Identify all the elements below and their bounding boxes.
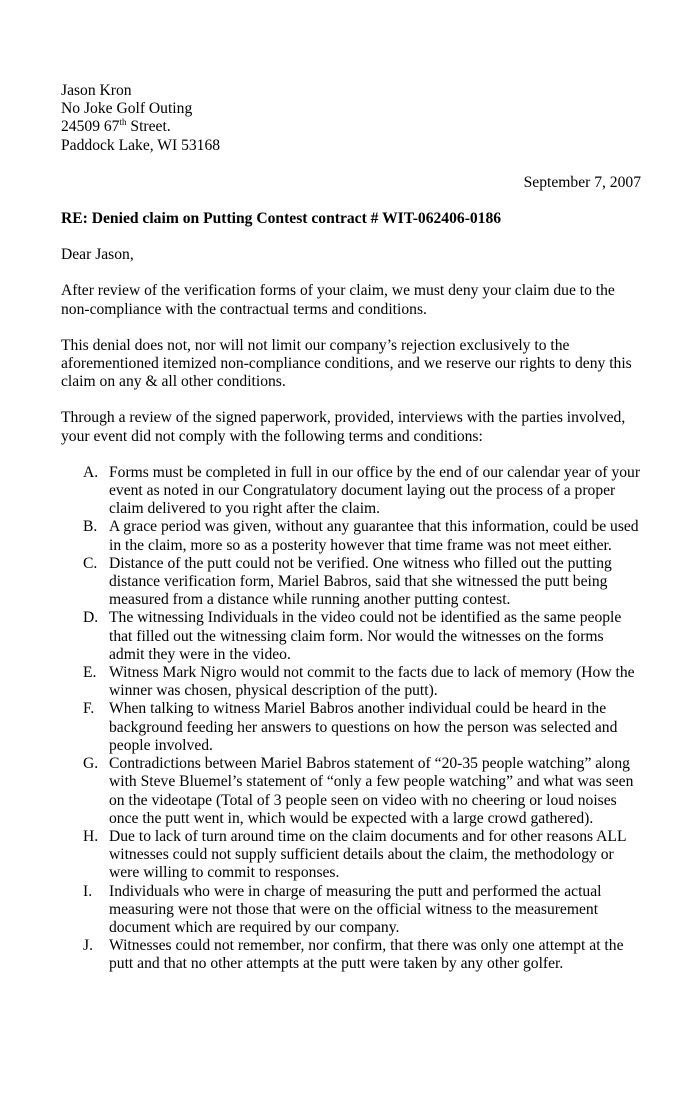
street-rest: Street. <box>126 118 171 136</box>
street-number: 24509 67 <box>61 118 120 136</box>
salutation: Dear Jason, <box>61 246 134 264</box>
condition-text: When talking to witness Mariel Babros another individual could be heard in the background feeding her answers to questions on how the person was selected and people involved. <box>109 700 618 754</box>
condition-letter: B. <box>83 518 98 536</box>
condition-letter: J. <box>83 937 93 955</box>
condition-item <box>61 828 641 883</box>
paragraph-denial: This denial does not, nor will not limit our company’s rejection exclusively to the aforementioned itemized non-compliance conditions, and we reserve our rights to deny this claim on any & all other conditions. <box>61 336 632 391</box>
condition-item <box>61 664 641 700</box>
letter-page <box>61 82 641 974</box>
condition-text: Individuals who were in charge of measuring the putt and performed the actual measuring were not those that were on the official witness to the measurement document which are required by our company. <box>109 882 602 936</box>
letter-date: September 7, 2007 <box>523 173 641 191</box>
condition-item <box>61 609 641 664</box>
condition-item <box>61 883 641 938</box>
condition-letter: C. <box>83 554 98 572</box>
condition-item <box>61 555 641 610</box>
sender-name: Jason Kron <box>61 82 132 99</box>
condition-item <box>61 464 641 519</box>
condition-letter: D. <box>83 609 99 627</box>
street-suffix: th <box>119 117 127 128</box>
sender-company: No Joke Golf Outing <box>61 100 193 118</box>
condition-text: Due to lack of turn around time on the claim documents and for other reasons ALL witnesses could not supply sufficient details about the claim, the methodology or were willing to commit to responses. <box>109 827 626 882</box>
subject-line: RE: Denied claim on Putting Contest contract # WIT-062406-0186 <box>61 210 502 228</box>
condition-text: Contradictions between Mariel Babros statement of “20-35 people watching” along with Steve Bluemel’s statement of “only a few people watching” and what was seen on the videotape (Total of 3 people seen on video with no cheering or loud noises once the putt went in, which would be expected with a large crowd gathered). <box>109 755 634 827</box>
condition-item <box>61 518 641 554</box>
condition-letter: I. <box>83 882 93 900</box>
condition-text: Forms must be completed in full in our office by the end of our calendar year of your event as noted in our Congratulatory document laying out the process of a proper claim delivered to you right after the claim. <box>109 463 641 518</box>
condition-letter: F. <box>83 700 95 718</box>
condition-item <box>61 937 641 973</box>
conditions-list <box>61 464 641 974</box>
paragraph-through-review: Through a review of the signed paperwork, provided, interviews with the parties involved, your event did not comply with the following terms and conditions: <box>61 409 626 445</box>
condition-item <box>61 700 641 755</box>
condition-text: Witnesses could not remember, nor confirm, that there was only one attempt at the putt and that no other attempts at the putt were taken by any other golfer. <box>109 937 624 973</box>
condition-text: Witness Mark Nigro would not commit to the facts due to lack of memory (How the winner was chosen, physical description of the putt). <box>109 664 635 700</box>
condition-letter: G. <box>83 755 99 773</box>
condition-text: A grace period was given, without any guarantee that this information, could be used in the claim, more so as a posterity however that time frame was not meet either. <box>109 518 639 554</box>
condition-text: Distance of the putt could not be verified. One witness who filled out the putting distance verification form, Mariel Babros, said that she witnessed the putt being measured from a distance while running another putting contest. <box>109 554 612 609</box>
condition-text: The witnessing Individuals in the video could not be identified as the same people that filled out the witnessing claim form. Nor would the witnesses on the forms admit they were in the video. <box>109 609 622 663</box>
condition-letter: H. <box>83 827 99 845</box>
condition-letter: A. <box>83 463 99 481</box>
condition-letter: E. <box>83 664 97 682</box>
sender-city: Paddock Lake, WI 53168 <box>61 136 221 154</box>
paragraph-review: After review of the verification forms of your claim, we must deny your claim due to the non-compliance with the contractual terms and conditions. <box>61 282 615 318</box>
sender-address <box>61 82 641 155</box>
condition-item <box>61 755 641 828</box>
sender-street <box>61 118 641 136</box>
